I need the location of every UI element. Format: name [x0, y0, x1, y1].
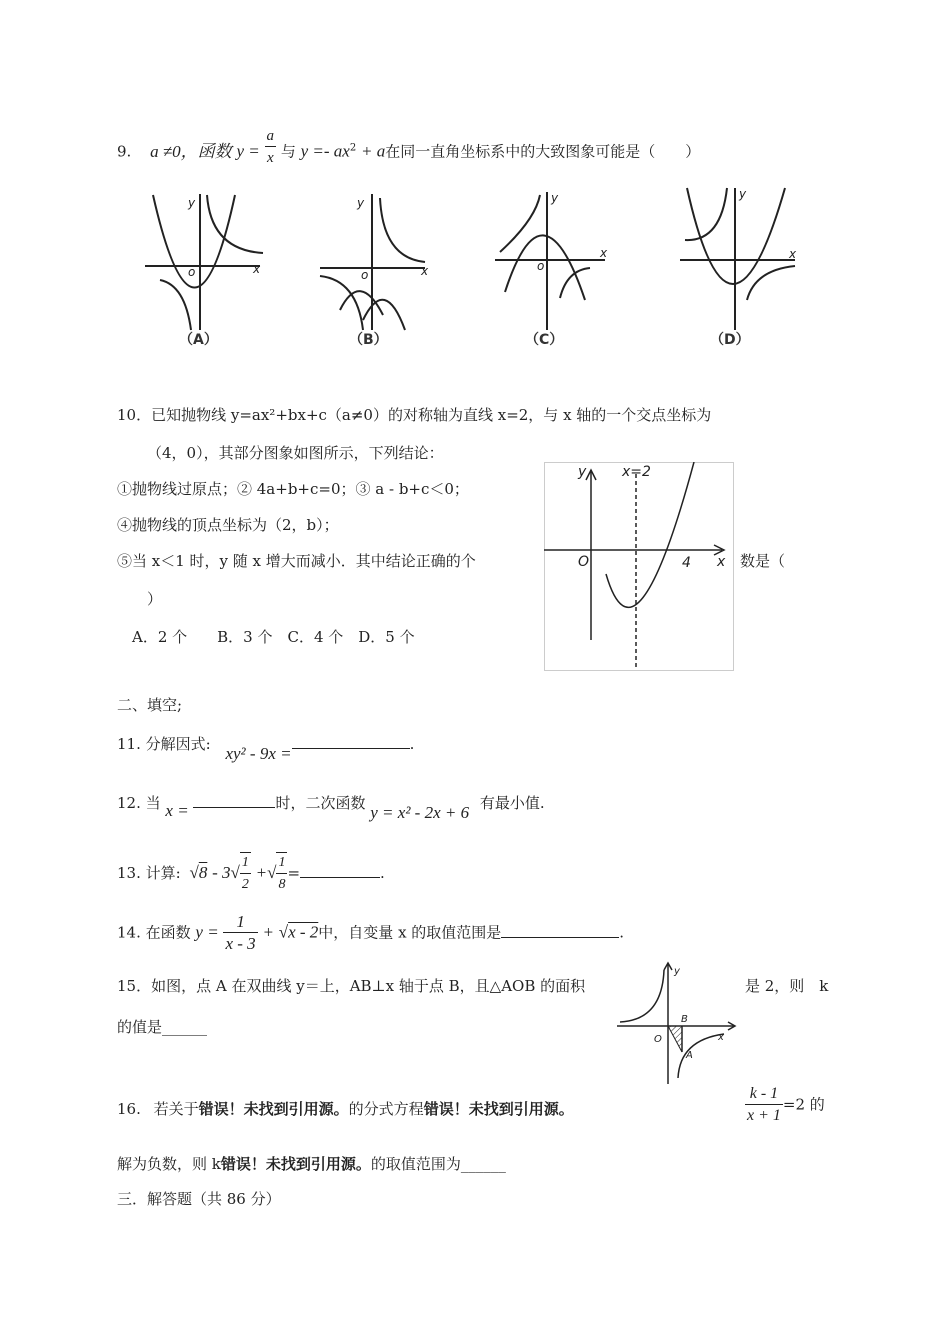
q10-line3: ①抛物线过原点；② 4a+b+c=0；③ a - b+c＜0； [117, 480, 469, 498]
graph-c [495, 192, 605, 330]
graph-b-x-label: x [421, 264, 429, 278]
q13-sqrt8: √8 [189, 863, 208, 882]
q16-equation [745, 1084, 825, 1127]
q13-f1-den: 2 [241, 877, 249, 892]
q16-line2 [117, 1153, 506, 1174]
q12-mid: 时，二次函数 [275, 794, 366, 812]
q10-line5: ⑤当 x＜1 时，y 随 x 增大而减小．其中结论正确的个 [117, 552, 476, 570]
q13-f2-den: 8 [278, 877, 286, 892]
q11-prefix: 11. 分解因式: [117, 735, 211, 753]
graph-c-x-label: x [600, 246, 608, 260]
q16-part1: 若关于 [153, 1100, 199, 1118]
q15-line1: 15．如图，点 A 在双曲线 y＝上，AB⊥x 轴于点 B，且△AOB 的面积 [117, 977, 586, 995]
q14-fraction [223, 912, 257, 955]
q12-line [117, 792, 545, 822]
q14-answer-blank[interactable] [501, 923, 619, 938]
q13-sqrt8-value: 8 [198, 863, 208, 882]
q9-fraction [265, 126, 277, 169]
q16-error-2: 错误！未找到引用源。 [423, 1100, 574, 1118]
q9-fraction-den: x [266, 150, 274, 166]
q14-sqrt: √x - 2 [278, 922, 319, 942]
q13-fraction-2 [276, 852, 287, 896]
q14-end: . [619, 923, 625, 942]
q16-line1 [117, 1098, 574, 1119]
q16-frac-den: x + 1 [747, 1107, 781, 1124]
section-3-title: 三．解答题（共 86 分） [117, 1190, 281, 1208]
q12-prefix: 12. 当 [117, 794, 161, 812]
q14-line [117, 912, 624, 955]
q10-graph-four: 4 [682, 555, 691, 571]
q12-x-eq: x = [165, 801, 189, 820]
q9-tail: 在同一直角坐标系中的大致图象可能是（ ） [385, 142, 701, 161]
q9-eq1-lhs: y = [236, 141, 260, 161]
q11-line [117, 733, 415, 763]
graph-a-y-label: y [188, 196, 196, 210]
q15-graph [612, 960, 742, 1088]
q14-y: y = [195, 922, 219, 942]
q9-line [117, 128, 701, 169]
q15-line1-tail: 是 2，则 k [745, 977, 829, 995]
q13-sqrt-sign-1: √ [230, 863, 240, 882]
q13-f1-num: 1 [240, 853, 251, 874]
q13-line [117, 852, 385, 896]
q16-fraction [745, 1084, 783, 1127]
q9-eq2-sup: 2 [349, 142, 357, 154]
q9-condition: a ≠0，函数 [150, 141, 232, 161]
q16-frac-num: k - 1 [745, 1084, 783, 1105]
q11-answer-blank[interactable] [292, 734, 410, 749]
q14-prefix: 14. 在函数 [117, 923, 191, 942]
q13-f2-num: 1 [276, 853, 287, 874]
q13-end: . [380, 864, 385, 882]
graph-d-y-label: y [739, 187, 747, 201]
graph-b-y-label: y [357, 196, 365, 210]
q10-graph [544, 462, 734, 672]
q13-prefix: 13. 计算: [117, 864, 181, 882]
graph-d-x-label: x [789, 247, 797, 261]
q9-mid: 与 [280, 142, 296, 161]
q14-f-num: 1 [223, 912, 257, 933]
q15-graph-origin: O [654, 1034, 662, 1045]
q16-line2-a: 解为负数，则 k [117, 1155, 221, 1173]
q11-end: . [409, 735, 415, 753]
q13-minus3: - 3 [212, 863, 231, 882]
q9-fraction-num: a [265, 126, 277, 147]
graph-c-origin: o [537, 259, 545, 273]
q10-graph-axis-label: x=2 [622, 464, 651, 480]
option-b-caption: （B） [349, 332, 388, 348]
q14-plus: + [262, 922, 274, 942]
q9-eq2-tail: + a [361, 141, 386, 161]
graph-a-x-label: x [253, 262, 261, 276]
q10-line5-tail: 数是（ [740, 552, 786, 570]
q12-end: 有最小值. [479, 794, 545, 812]
q10-line2: （4，0），其部分图象如图所示，下列结论： [147, 444, 444, 462]
graph-a [145, 194, 263, 330]
q16-number: 16. [117, 1100, 141, 1118]
q10-line4: ④抛物线的顶点坐标为（2，b）； [117, 516, 339, 534]
graph-a-origin: o [188, 265, 196, 279]
option-d-caption: （D） [710, 332, 750, 348]
graph-b-origin: o [361, 268, 369, 282]
q16-frac-tail: =2 的 [782, 1095, 825, 1114]
q15-graph-x-label: x [718, 1032, 724, 1043]
q10-choices: A．2 个 B．3 个 C．4 个 D．5 个 [132, 628, 415, 646]
q9-eq2: y =- ax [300, 141, 350, 161]
q14-f-den: x - 3 [225, 934, 256, 953]
q10-graph-y-label: y [578, 464, 587, 480]
q15-graph-point-a: A [686, 1050, 693, 1061]
q13-eq: = [287, 864, 301, 882]
q10-graph-x-label: x [717, 554, 726, 570]
q10-graph-origin: O [578, 554, 590, 570]
q10-line1: 10．已知抛物线 y=ax²+bx+c（a≠0）的对称轴为直线 x=2，与 x 轴的一个交点坐标为 [117, 406, 712, 424]
q11-expression: xy² - 9x = [225, 744, 292, 763]
graph-d [680, 188, 795, 330]
q16-error-3: 错误！未找到引用源。 [220, 1155, 371, 1173]
q15-graph-y-label: y [674, 966, 680, 977]
q14-sqrt-value: x - 2 [288, 922, 319, 942]
q9-graphs [135, 180, 825, 350]
q13-sqrt-sign-2: √ [267, 863, 277, 882]
section-2-title: 二、填空; [117, 696, 183, 714]
q13-plus: + [255, 863, 268, 882]
option-a-caption: （A） [179, 332, 218, 348]
graph-b [320, 194, 425, 330]
q10-line6: ） [147, 590, 163, 608]
option-c-caption: （C） [525, 332, 564, 348]
q12-answer-blank[interactable] [193, 793, 275, 808]
q14-mid: 中，自变量 x 的取值范围是 [318, 923, 502, 942]
q13-answer-blank[interactable] [300, 863, 380, 878]
q15-graph-point-b: B [681, 1014, 688, 1025]
graph-c-y-label: y [551, 191, 559, 205]
q12-expression: y = x² - 2x + 6 [370, 803, 470, 822]
q13-fraction-1 [240, 852, 251, 896]
q16-part2: 的分式方程 [348, 1100, 424, 1118]
q15-line2: 的值是______ [117, 1018, 208, 1036]
q9-number: 9. [117, 142, 132, 161]
q16-line2-b: 的取值范围为______ [370, 1155, 506, 1173]
q16-error-1: 错误！未找到引用源。 [198, 1100, 349, 1118]
